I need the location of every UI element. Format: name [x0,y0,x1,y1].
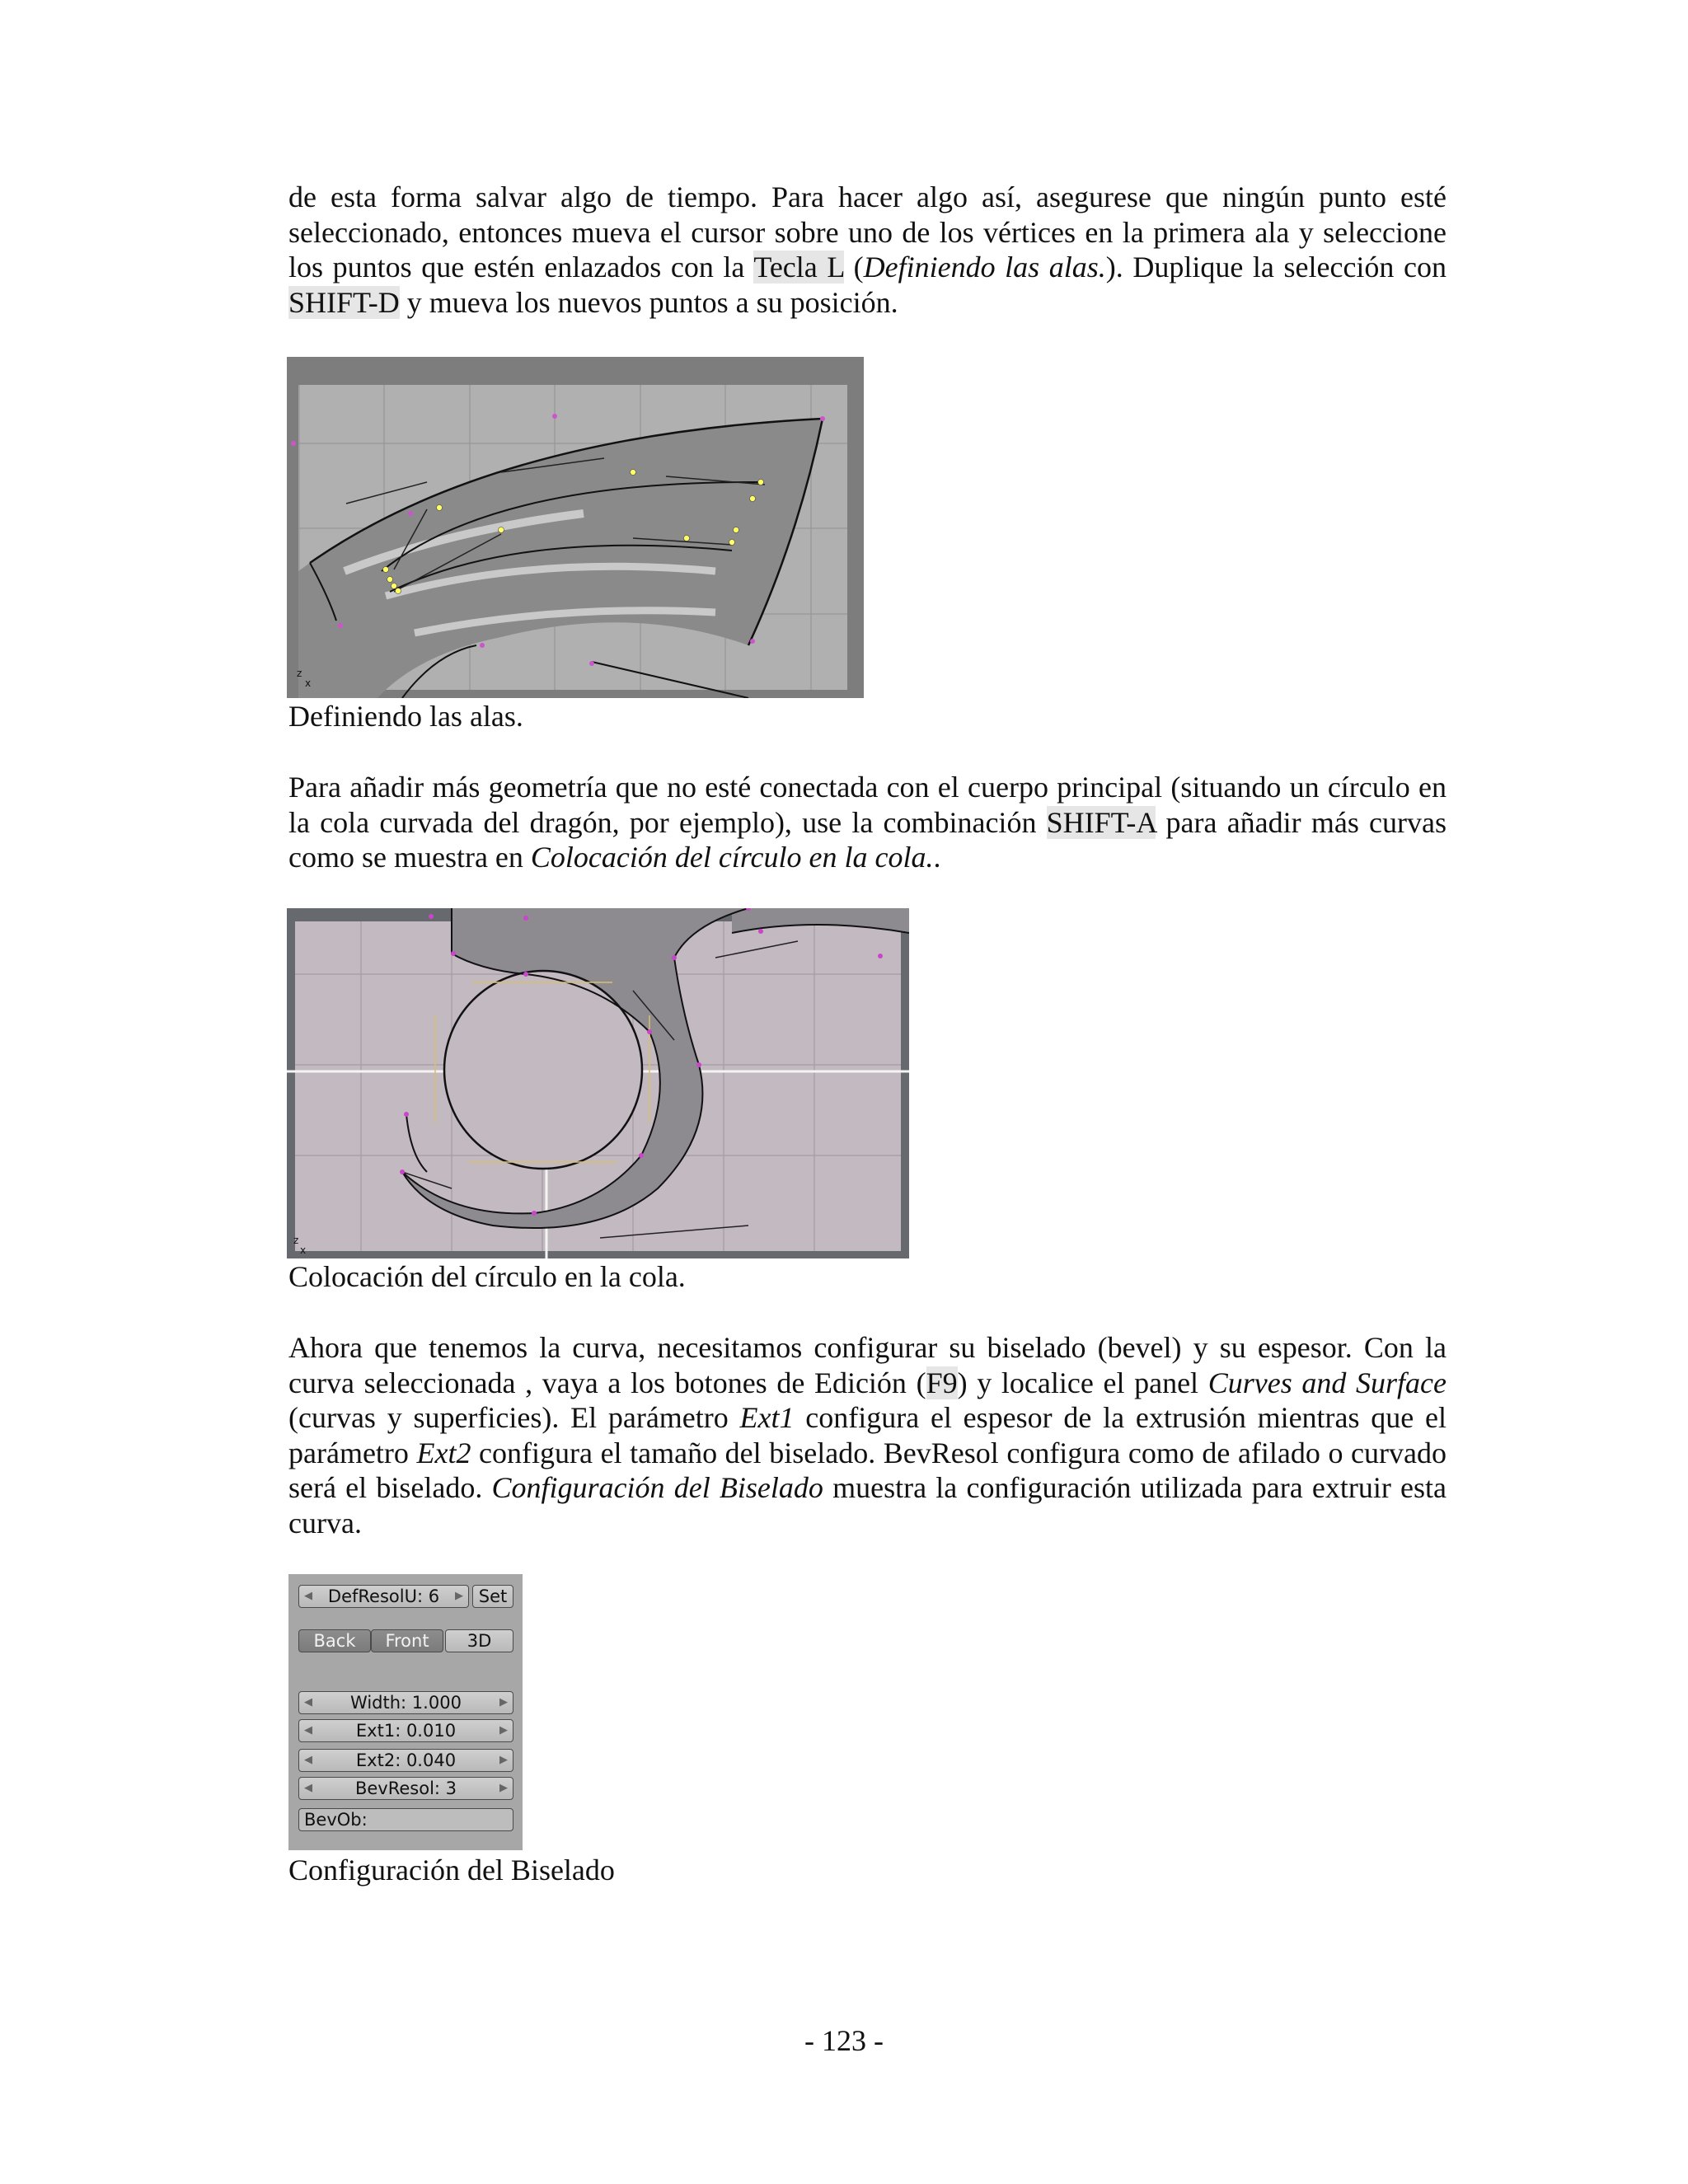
back-toggle[interactable] [298,1629,371,1652]
right-arrow-icon: ▶ [499,1754,508,1766]
page-number: - 123 - [804,2024,884,2057]
width-label: Width: 1.000 [350,1693,462,1713]
paragraph-text: Ahora que tenemos la curva, necesitamos configurar su biselado (bevel) y su espesor. Con la curva seleccionada , vaya a los botones de Edición ( [288,1331,1447,1399]
parameter-reference: Ext1 [739,1401,795,1435]
figure-1-caption: Definiendo las alas. [288,700,523,733]
front-label: Front [385,1631,429,1651]
paragraph-text: configura el espesor de la extrusión mientras que el parámetro [288,1401,1447,1469]
defresolu-field[interactable] [298,1585,469,1608]
width-field[interactable] [298,1691,513,1714]
figure-reference: Definiendo las alas. [863,251,1106,284]
left-arrow-icon: ◀ [304,1696,312,1708]
3d-label: 3D [467,1631,492,1651]
wing-curve-screenshot [287,357,864,698]
axis-z-label: z [293,1235,299,1246]
paragraph-text: ). Duplique la selección con [1105,251,1447,284]
left-arrow-icon: ◀ [304,1782,312,1794]
ext2-field[interactable] [298,1749,513,1772]
paragraph-1 [288,180,1447,320]
set-button[interactable] [472,1585,513,1608]
left-arrow-icon: ◀ [304,1754,312,1766]
figure-tail-circle [287,908,909,1258]
figure-wings [287,357,864,698]
figure-3-caption: Configuración del Biselado [288,1854,615,1886]
bevresol-label: BevResol: 3 [354,1779,457,1798]
back-label: Back [313,1631,356,1651]
paragraph-2 [288,770,1447,875]
front-toggle[interactable] [371,1629,443,1652]
left-arrow-icon: ◀ [304,1590,312,1602]
left-arrow-icon: ◀ [304,1724,312,1736]
key-f9: F9 [926,1366,958,1399]
3d-toggle[interactable] [445,1629,513,1652]
ext1-label: Ext1: 0.010 [355,1721,457,1741]
defresolu-label: DefResolU: 6 [327,1586,440,1606]
right-arrow-icon: ▶ [499,1782,508,1794]
bevob-label: BevOb: [304,1810,368,1830]
set-label: Set [478,1586,508,1606]
tail-circle-screenshot [287,908,909,1258]
paragraph-text: ) y localice el panel [957,1366,1208,1399]
bevob-field[interactable] [298,1808,513,1831]
right-arrow-icon: ▶ [499,1724,508,1736]
paragraph-text: de esta forma salvar algo de tiempo. Para hacer algo así, asegurese que ningún punto esté seleccionado, entonces mueva el cursor sobre uno de los vértices en la primera ala y seleccione los puntos que estén enlazados con la [288,180,1447,284]
paragraph-text: y mueva los nuevos puntos a su posición. [399,285,898,319]
paragraph-text: para añadir más curvas como se muestra en [288,805,1447,874]
key-shift-a: SHIFT-A [1046,805,1156,839]
ext2-label: Ext2: 0.040 [355,1750,457,1770]
bevresol-field[interactable] [298,1777,513,1800]
paragraph-text: configura el tamaño del biselado. BevResol configura como de afilado o curvado será el biselado. [288,1436,1447,1505]
paragraph-3 [288,1330,1447,1541]
paragraph-text: (curvas y superficies). El parámetro [288,1401,740,1435]
panel-reference: Curves and Surface [1207,1366,1447,1399]
paragraph-text: Para añadir más geometría que no esté conectada con el cuerpo principal (situando un círculo en la cola curvada del dragón, por ejemplo), use la combinación [288,771,1447,839]
axis-x-label: x [300,1244,307,1256]
right-arrow-icon: ▶ [455,1590,463,1602]
axis-z-label: z [297,668,302,679]
figure-reference: Configuración del Biselado [491,1471,823,1505]
ext1-field[interactable] [298,1719,513,1742]
parameter-reference: Ext2 [416,1436,471,1469]
key-tecla-l: Tecla L [753,251,845,284]
axis-x-label: x [305,677,312,689]
bevel-settings-panel [288,1574,523,1850]
paragraph-text: . [933,841,941,874]
key-shift-d: SHIFT-D [288,285,400,319]
figure-reference: Colocación del círculo en la cola. [530,841,934,874]
figure-2-caption: Colocación del círculo en la cola. [288,1260,686,1293]
paragraph-text: muestra la configuración utilizada para extruir esta curva. [288,1471,1447,1540]
paragraph-text: ( [844,251,864,284]
right-arrow-icon: ▶ [499,1696,508,1708]
